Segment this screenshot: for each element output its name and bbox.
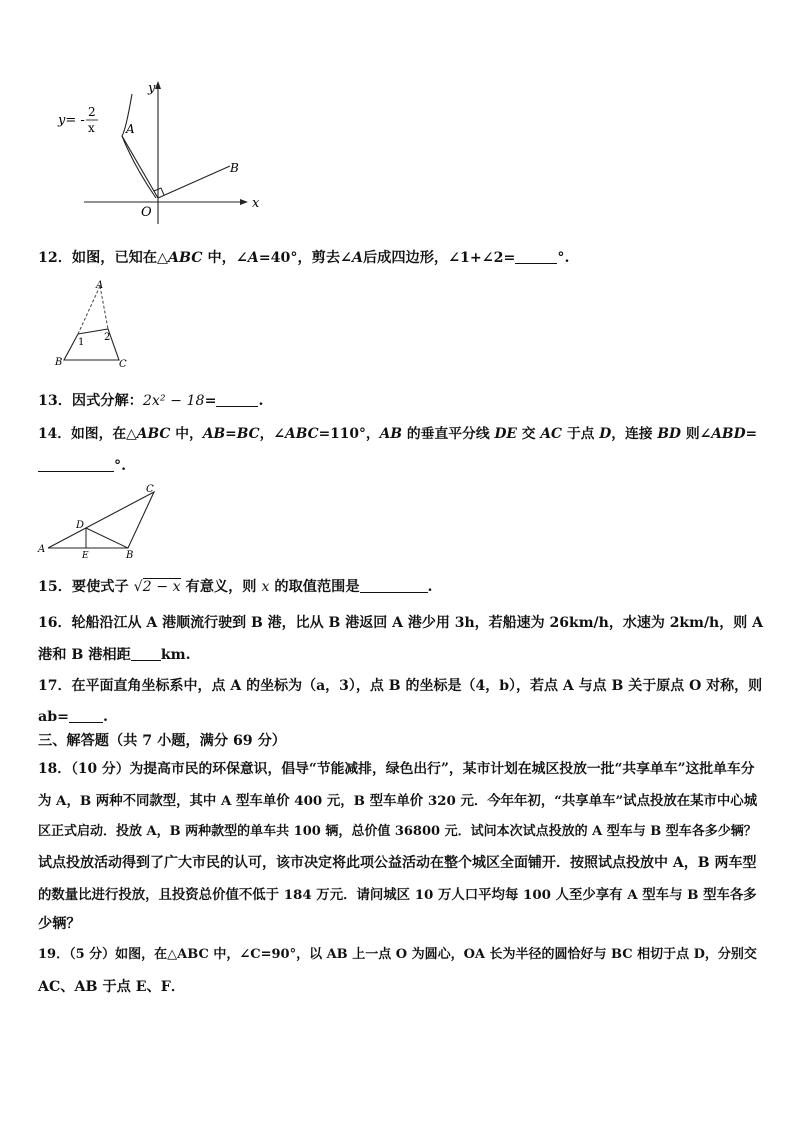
question-13: 13．因式分解：2𝑥² − 18= . [38,393,264,409]
figure-14-label-c: C [146,484,154,495]
figure-14-label-e: E [82,551,89,560]
figure-12-label-c: C [119,359,127,370]
question-16-line-2: 港和 B 港相距 km. [38,647,191,663]
answer-blank-12[interactable] [515,249,557,264]
sqrt-expression: √2 − x [133,579,181,595]
figure-14-triangle [36,482,166,560]
figure-12-label-2: 2 [104,332,111,343]
question-18-line-2: 为 A，B 两种不同款型，其中 A 型车单价 400 元，B 型车单价 320 元．今年年初，“共享单车”试点投放在某市中心城 [38,793,758,809]
figure-11-func-num: 2 [88,105,96,119]
question-17-line-1: 17．在平面直角坐标系中，点 A 的坐标为（a，3），点 B 的坐标是（4，b），若点 A 与点 B 关于原点 O 对称，则 [38,678,763,694]
answer-blank-14[interactable] [38,457,114,472]
question-19-line-1: 19．（5 分）如图，在△ABC 中，∠C=90°，以 AB 上一点 O 为圆心，OA 长为半径的圆恰好与 BC 相切于点 D，分别交 [38,947,757,962]
figure-12-label-b: B [55,357,63,368]
figure-14-label-b: B [126,550,134,560]
question-18-line-6: 少辆？ [38,916,81,932]
expression-13: 2𝑥² − 18 [142,393,205,409]
question-17-line-2: ab= . [38,709,108,725]
question-18-line-4: 试点投放活动得到了广大市民的认可，该市决定将此项公益活动在整个城区全面铺开．按照试点投放中 A，B 两车型 [38,855,757,871]
figure-12-triangle [52,278,142,370]
question-18-line-1: 18．（10 分）为提高市民的环保意识，倡导“节能减排，绿色出行”，某市计划在城区投放一批“共享单车”这批单车分 [38,761,755,777]
figure-11-func-prefix: y= - [58,113,85,128]
answer-blank-15[interactable] [360,578,428,593]
question-16-line-1: 16．轮船沿江从 A 港顺流行驶到 B 港，比从 B 港返回 A 港少用 3h，若船速为 26km/h，水速为 2km/h，则 A [38,615,763,631]
figure-11-label-y: y [148,81,156,96]
question-19-line-2: AC、AB 于点 E、F． [38,979,186,995]
section-3-title: 三、解答题（共 7 小题，满分 69 分） [38,733,286,749]
figure-12-label-1: 1 [78,337,85,348]
figure-11-label-b: B [230,161,239,175]
answer-blank-16[interactable] [131,646,161,661]
question-14-line-1: 14．如图，在△ABC 中，AB=BC，∠ABC=110°，AB 的垂直平分线 DE 交 AC 于点 D，连接 BD 则∠ABD= [38,426,758,442]
figure-14-label-d: D [76,520,85,531]
question-14-line-2: °. [38,456,126,476]
question-18-line-5: 的数量比进行投放，且投资总价值不低于 184 万元．请问城区 10 万人口平均每 100 人至少享有 A 型车与 B 型车各多 [38,887,757,903]
figure-11-coordinate-plane [50,74,265,230]
figure-11-label-o: O [141,205,152,220]
question-18-line-3: 区正式启动．投放 A，B 两种款型的单车共 100 辆，总价值 36800 元．试问本次试点投放的 A 型车与 B 型车各多少辆？ [38,824,757,839]
figure-11-label-a: A [126,122,135,136]
question-12: 12．如图，已知在△ABC 中，∠A=40°，剪去∠A后成四边形，∠1+∠2= °. [38,250,570,266]
figure-14-label-a: A [38,544,46,555]
question-15: 15．要使式子 √2 − x 有意义，则 x 的取值范围是 . [38,579,433,595]
answer-blank-13[interactable] [216,392,258,407]
figure-11-label-x: x [252,196,260,211]
figure-11-func-den: x [88,121,95,135]
figure-12-label-a: A [96,280,104,291]
answer-blank-17[interactable] [69,708,103,723]
